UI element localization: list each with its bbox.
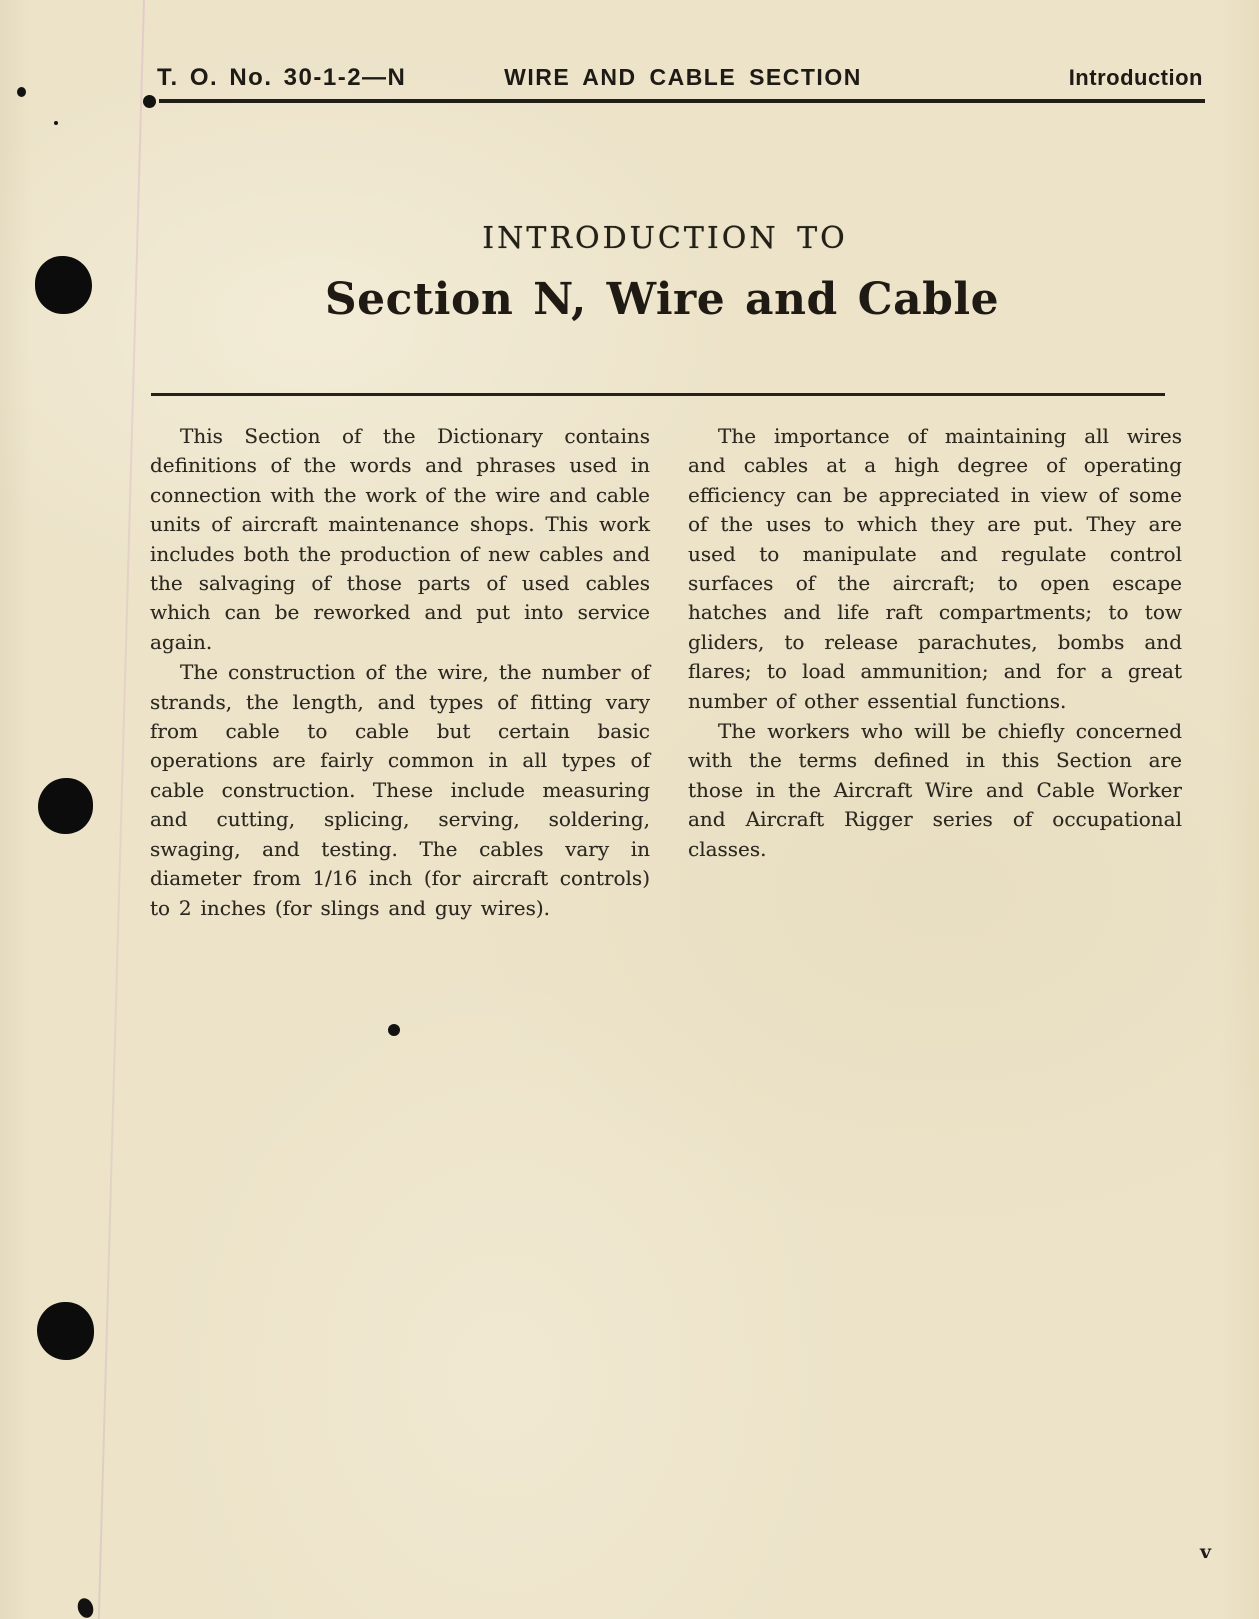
header-section-title: WIRE AND CABLE SECTION xyxy=(504,64,862,90)
paragraph: The construction of the wire, the number of strands, the length, and types of fitting vary from cable to cable but certain basic operations are fairly common in all types of cable construction. These include measuring and cutting, splicing, serving, soldering, swaging, and testing. The cables vary in diameter from 1/16 inch (for aircraft controls) to 2 inches (for slings and guy wires). xyxy=(150,660,650,920)
title-divider-rule xyxy=(151,393,1165,396)
body-columns xyxy=(150,422,1182,923)
punch-hole-bottom xyxy=(37,1302,94,1360)
paragraph: This Section of the Dictionary contains definitions of the words and phrases used in connection with the work of the wire and cable units of aircraft maintenance shops. This work includes both the production of new cables and the salvaging of those parts of used cables which can be reworked and put into service again. xyxy=(150,424,650,654)
page-title: Section N, Wire and Cable xyxy=(324,274,1000,325)
page-header xyxy=(0,62,1259,96)
scan-crease-line xyxy=(97,0,145,1619)
header-page-label: Introduction xyxy=(1068,65,1203,90)
ink-speck xyxy=(54,121,58,125)
ink-speck xyxy=(388,1024,400,1036)
paragraph: The importance of maintaining all wires and cables at a high degree of operating efficiency can be appreciated in view of some of the uses to which they are put. They are used to manipulate and regulate control surfaces of the aircraft; to open escape hatches and life raft compartments; to tow gliders, to release parachutes, bombs and flares; to load ammunition; and for a great number of other essential functions. xyxy=(688,424,1182,713)
ink-speck xyxy=(75,1596,95,1619)
right-column xyxy=(688,422,1182,923)
punch-hole-top xyxy=(35,256,92,314)
header-rule xyxy=(159,99,1205,103)
title-kicker: INTRODUCTION TO xyxy=(482,221,848,256)
technical-order-number: T. O. No. 30-1-2—N xyxy=(157,64,407,91)
left-column xyxy=(150,422,650,923)
paragraph: The workers who will be chiefly concerned with the terms defined in this Section are those in the Aircraft Wire and Cable Worker and Aircraft Rigger series of occupational classes. xyxy=(688,719,1182,861)
punch-hole-middle xyxy=(38,778,93,834)
header-rule-bullet xyxy=(143,95,156,108)
page-number: v xyxy=(1200,1541,1212,1563)
